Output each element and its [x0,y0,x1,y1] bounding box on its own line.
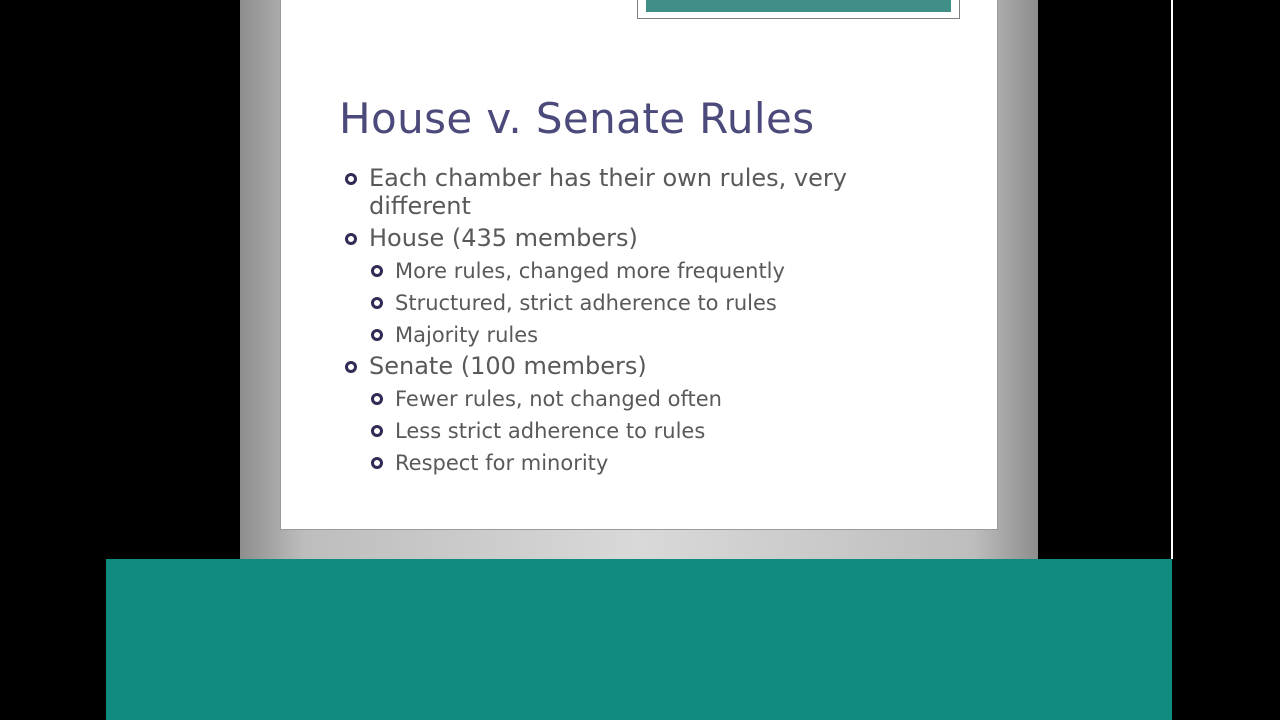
teal-overlay-panel [106,559,1172,720]
sub-bullet-item [371,322,945,348]
bullet-item [345,224,945,252]
sub-bullet-item-text: Structured, strict adherence to rules [395,291,777,315]
sub-bullet-item [371,290,945,316]
bullet-item [345,164,945,220]
hollow-circle-bullet-icon [371,425,383,437]
bullet-item-text: Each chamber has their own rules, very different [369,164,847,220]
bullet-item [345,352,945,380]
bullet-item-text: Senate (100 members) [369,352,647,380]
sub-bullet-item [371,258,945,284]
hollow-circle-bullet-icon [371,297,383,309]
sub-bullet-item [371,450,945,476]
hollow-circle-bullet-icon [345,233,357,245]
slide-title: House v. Senate Rules [339,94,815,143]
sub-bullet-item-text: Less strict adherence to rules [395,419,706,443]
sub-bullet-item-text: Majority rules [395,323,539,347]
hollow-circle-bullet-icon [345,173,357,185]
divider-line [1171,0,1173,559]
hollow-circle-bullet-icon [371,457,383,469]
top-banner [637,0,960,19]
hollow-circle-bullet-icon [371,393,383,405]
sub-bullet-item-text: Fewer rules, not changed often [395,387,722,411]
sub-bullet-item-text: Respect for minority [395,451,609,475]
sub-bullet-item [371,386,945,412]
hollow-circle-bullet-icon [371,329,383,341]
top-banner-fill [646,0,951,12]
bullet-list [345,164,945,476]
bullet-item-text: House (435 members) [369,224,638,252]
hollow-circle-bullet-icon [371,265,383,277]
sub-bullet-item [371,418,945,444]
hollow-circle-bullet-icon [345,361,357,373]
sub-bullet-item-text: More rules, changed more frequently [395,259,785,283]
